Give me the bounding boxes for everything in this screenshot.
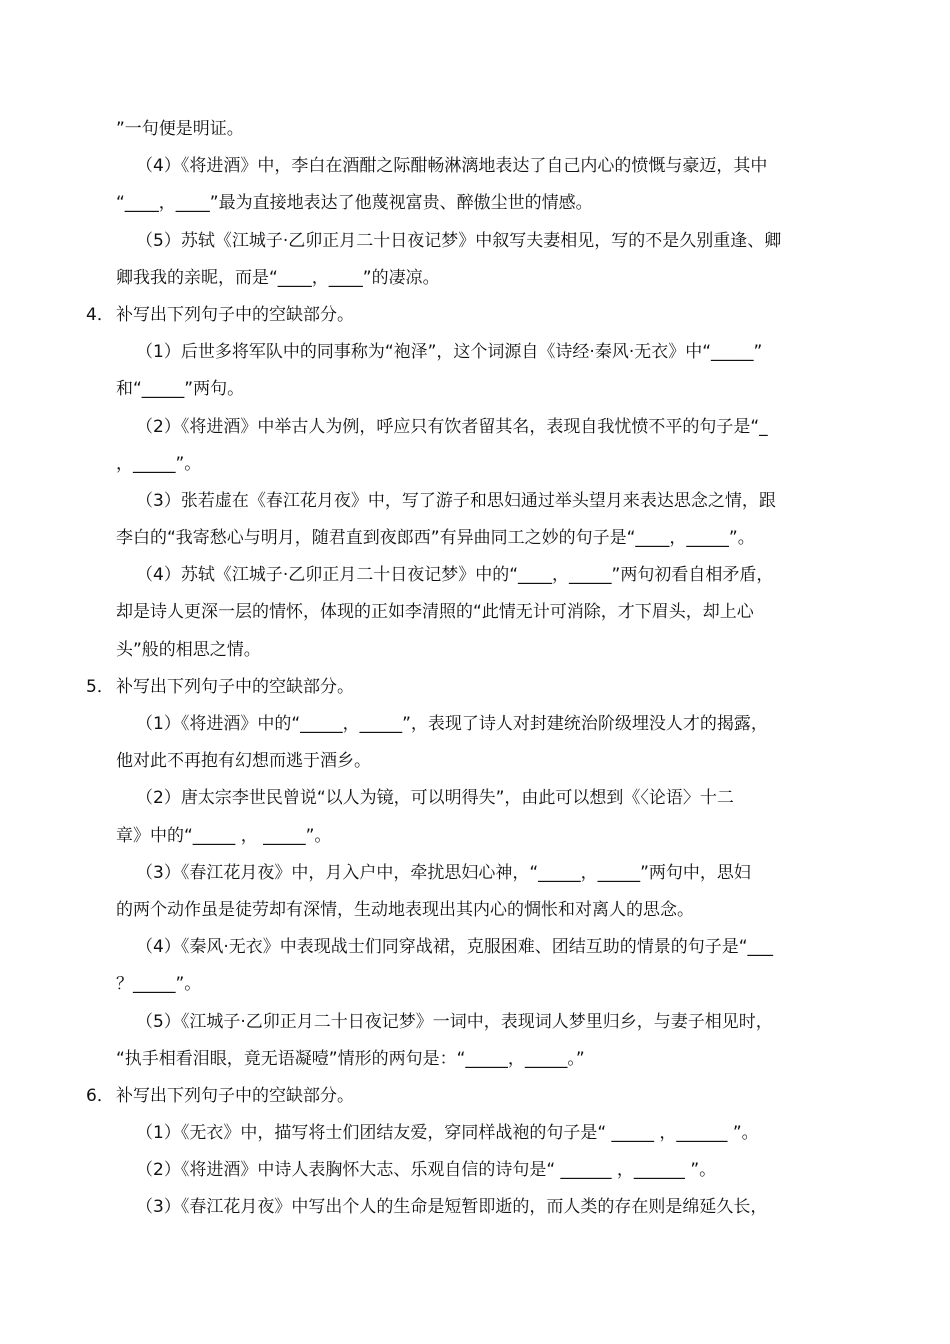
sub-question-line: （5）苏轼《江城子·乙卯正月二十日夜记梦》中叙写夫妻相见，写的不是久别重逢、卿 <box>136 230 782 251</box>
question-number: 4． <box>86 304 114 325</box>
continuation-line: ”一句便是明证。 <box>116 119 244 139</box>
sub-question-line: （3）《春江花月夜》中，月入户中，牵扰思妇心神，“_____，_____”两句中，思妇 <box>136 862 751 883</box>
question-heading <box>86 1082 910 1119</box>
question-heading <box>86 673 910 710</box>
continuation-line: 和“_____”两句。 <box>116 379 245 400</box>
sub-question-line: （4）《秦风·无衣》中表现战士们同穿战裙，克服困难、团结互助的情景的句子是“___ <box>136 937 774 958</box>
continuation-line: ，_____”。 <box>116 453 202 474</box>
question-number: 5． <box>86 676 114 697</box>
continuation-line: 李白的“我寄愁心与明月，随君直到夜郎西”有异曲同工之妙的句子是“____，_____”。 <box>116 528 755 549</box>
question-text: 补写出下列句子中的空缺部分。 <box>116 304 354 325</box>
sub-question-line: （1）《将进酒》中的“_____，_____”，表现了诗人对封建统治阶级埋没人才的揭露， <box>136 714 768 734</box>
sub-question-line: （4）苏轼《江城子·乙卯正月二十日夜记梦》中的“____，_____”两句初看自相矛盾， <box>136 565 774 586</box>
continuation-line: 却是诗人更深一层的情怀，体现的正如李清照的“此情无计可消除，才下眉头，却上心 <box>116 602 754 623</box>
question-text: 补写出下列句子中的空缺部分。 <box>116 676 354 697</box>
sub-question-line: （2）《将进酒》中诗人表胸怀大志、乐观自信的诗句是“ ______ ，______ ”。 <box>136 1160 717 1181</box>
sub-question-line: （4）《将进酒》中，李白在酒酣之际酣畅淋漓地表达了自己内心的愤慨与豪迈，其中 <box>136 156 768 177</box>
sub-question-line: （3）《春江花月夜》中写出个人的生命是短暂即逝的，而人类的存在则是绵延久长， <box>136 1197 768 1218</box>
continuation-line: 卿我我的亲昵，而是“____，____”的凄凉。 <box>116 267 440 288</box>
question-text: 补写出下列句子中的空缺部分。 <box>116 1085 354 1106</box>
continuation-line: “执手相看泪眼，竟无语凝噎”情形的两句是：“_____，_____。” <box>116 1048 585 1069</box>
continuation-line: 章》中的“_____ ， _____”。 <box>116 825 332 846</box>
sub-question-line: （2）唐太宗李世民曾说“以人为镜，可以明得失”，由此可以想到《〈论语〉十二 <box>136 788 734 809</box>
continuation-line: “____，____”最为直接地表达了他蔑视富贵、醉傲尘世的情感。 <box>116 193 593 214</box>
sub-question-line: （2）《将进酒》中举古人为例，呼应只有饮者留其名，表现自我忧愤不平的句子是“_ <box>136 416 768 437</box>
continuation-line: 的两个动作虽是徒劳却有深情，生动地表现出其内心的惆怅和对离人的思念。 <box>116 899 694 920</box>
sub-question-line: （3）张若虚在《春江花月夜》中，写了游子和思妇通过举头望月来表达思念之情，跟 <box>136 490 776 511</box>
question-heading <box>86 301 910 338</box>
sub-question-line: （1）后世多将军队中的同事称为“袍泽”，这个词源自《诗经·秦风·无衣》中“_____” <box>136 342 763 363</box>
continuation-line: 他对此不再抱有幻想而逃于酒乡。 <box>116 751 371 772</box>
sub-question-line: （1）《无衣》中，描写将士们团结友爱，穿同样战袍的句子是“ _____ ，______ ”。 <box>136 1123 759 1144</box>
question-number: 6． <box>86 1085 114 1106</box>
continuation-line: 头”般的相思之情。 <box>116 639 261 660</box>
continuation-line: ？_____”。 <box>116 974 202 995</box>
sub-question-line: （5）《江城子·乙卯正月二十日夜记梦》一词中，表现词人梦里归乡，与妻子相见时， <box>136 1011 773 1032</box>
